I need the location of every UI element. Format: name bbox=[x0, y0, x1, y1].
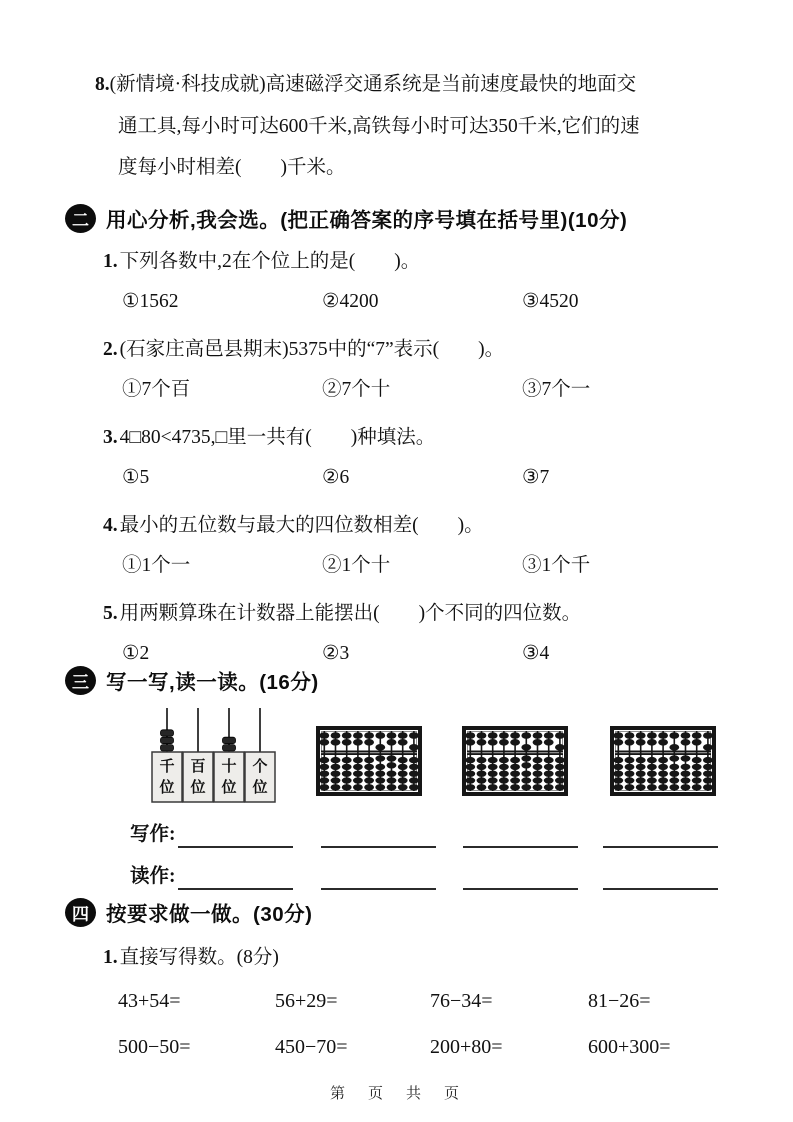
section-title: 写一写,读一读。(16分) bbox=[106, 671, 319, 694]
options-row bbox=[65, 458, 737, 498]
read-row bbox=[65, 862, 737, 890]
option-3: ③4 bbox=[522, 643, 550, 664]
page-footer: 第 页 共 页 bbox=[329, 1085, 463, 1102]
subquestion-number: 1. bbox=[103, 947, 118, 968]
svg-text:百: 百 bbox=[190, 759, 206, 775]
problem-6: 450−70= bbox=[275, 1036, 348, 1058]
section-number-badge: 三 bbox=[65, 666, 96, 695]
section-title: 按要求做一做。(30分) bbox=[106, 903, 313, 926]
read-blank-2[interactable] bbox=[321, 864, 436, 890]
question-number: 8. bbox=[95, 74, 110, 95]
write-label: 写作: bbox=[130, 824, 176, 845]
option-1: ①1个一 bbox=[122, 555, 191, 576]
choice-question-3 bbox=[65, 418, 737, 498]
problem-8: 600+300= bbox=[588, 1036, 671, 1058]
option-3: ③7 bbox=[522, 467, 550, 488]
question-text bbox=[65, 506, 737, 546]
choice-questions bbox=[65, 242, 737, 674]
options-row bbox=[65, 546, 737, 586]
question-text bbox=[65, 242, 737, 282]
svg-text:位: 位 bbox=[221, 780, 237, 796]
problem-4: 81−26= bbox=[588, 990, 651, 1012]
option-3: ③7个一 bbox=[522, 379, 591, 400]
read-blank-1[interactable] bbox=[178, 864, 293, 890]
abacus-1 bbox=[316, 726, 422, 796]
option-1: ①1562 bbox=[122, 291, 179, 312]
question-number: 5. bbox=[103, 603, 118, 624]
choice-question-4 bbox=[65, 506, 737, 586]
section-do-as-required-header bbox=[65, 896, 737, 928]
option-1: ①5 bbox=[122, 467, 150, 488]
question-number: 4. bbox=[103, 515, 118, 536]
option-3: ③1个千 bbox=[522, 555, 591, 576]
question-number: 3. bbox=[103, 427, 118, 448]
section-write-read-header bbox=[65, 664, 737, 696]
read-blank-4[interactable] bbox=[603, 864, 718, 890]
question-body: 4□80<4735,□里一共有( )种填法。 bbox=[119, 427, 436, 448]
subquestion-1: 1. 直接写得数。(8分) bbox=[103, 947, 279, 968]
write-blank-1[interactable] bbox=[178, 822, 293, 848]
section-title: 用心分析,我会选。(把正确答案的序号填在括号里)(10分) bbox=[106, 209, 628, 232]
section-number-badge: 二 bbox=[65, 204, 96, 233]
option-2: ②1个十 bbox=[322, 555, 391, 576]
svg-text:个: 个 bbox=[252, 759, 268, 775]
svg-text:位: 位 bbox=[190, 780, 206, 796]
problem-1: 43+54= bbox=[118, 990, 181, 1012]
problem-2: 56+29= bbox=[275, 990, 338, 1012]
question-text bbox=[65, 594, 737, 634]
section-do-as-required bbox=[65, 896, 737, 1060]
svg-text:十: 十 bbox=[221, 759, 237, 775]
problem-5: 500−50= bbox=[118, 1036, 191, 1058]
abacus-3 bbox=[610, 726, 716, 796]
option-2: ②3 bbox=[322, 643, 350, 664]
counting-devices-row bbox=[65, 702, 737, 806]
place-value-counter bbox=[148, 702, 280, 804]
read-label: 读作: bbox=[130, 866, 176, 887]
option-1: ①7个百 bbox=[122, 379, 191, 400]
abacus-2 bbox=[462, 726, 568, 796]
choice-question-1 bbox=[65, 242, 737, 322]
question-text bbox=[65, 418, 737, 458]
question-8-line-1: 8.(新情境·科技成就)高速磁浮交通系统是当前速度最快的地面交 bbox=[95, 74, 637, 95]
options-row bbox=[65, 370, 737, 410]
write-blank-4[interactable] bbox=[603, 822, 718, 848]
section-choice bbox=[65, 202, 737, 674]
question-8 bbox=[95, 64, 745, 189]
read-blank-3[interactable] bbox=[463, 864, 578, 890]
section-write-read bbox=[65, 664, 737, 890]
write-row bbox=[65, 820, 737, 848]
choice-question-2 bbox=[65, 330, 737, 410]
write-blank-2[interactable] bbox=[321, 822, 436, 848]
option-2: ②7个十 bbox=[322, 379, 391, 400]
question-number: 2. bbox=[103, 339, 118, 360]
question-8-line-2: 通工具,每小时可达600千米,高铁每小时可达350千米,它们的速 bbox=[118, 115, 640, 137]
section-number-badge: 四 bbox=[65, 898, 96, 927]
question-body: (石家庄高邑县期末)5375中的“7”表示( )。 bbox=[119, 339, 505, 360]
svg-text:位: 位 bbox=[252, 780, 268, 796]
question-body: 用两颗算珠在计数器上能摆出( )个不同的四位数。 bbox=[119, 603, 582, 624]
svg-text:位: 位 bbox=[159, 780, 175, 796]
option-2: ②6 bbox=[322, 467, 350, 488]
option-1: ①2 bbox=[122, 643, 150, 664]
write-blank-3[interactable] bbox=[463, 822, 578, 848]
problem-7: 200+80= bbox=[430, 1036, 503, 1058]
question-number: 1. bbox=[103, 251, 118, 272]
question-text bbox=[65, 330, 737, 370]
problem-3: 76−34= bbox=[430, 990, 493, 1012]
arithmetic-problems bbox=[65, 988, 737, 1060]
question-8-line-3: 度每小时相差( )千米。 bbox=[118, 157, 346, 178]
options-row bbox=[65, 282, 737, 322]
choice-question-5 bbox=[65, 594, 737, 674]
svg-text:千: 千 bbox=[159, 759, 175, 775]
option-2: ②4200 bbox=[322, 291, 379, 312]
option-3: ③4520 bbox=[522, 291, 579, 312]
question-body: 最小的五位数与最大的四位数相差( )。 bbox=[119, 515, 484, 536]
section-choice-header bbox=[65, 202, 737, 234]
question-body: 下列各数中,2在个位上的是( )。 bbox=[119, 251, 421, 272]
